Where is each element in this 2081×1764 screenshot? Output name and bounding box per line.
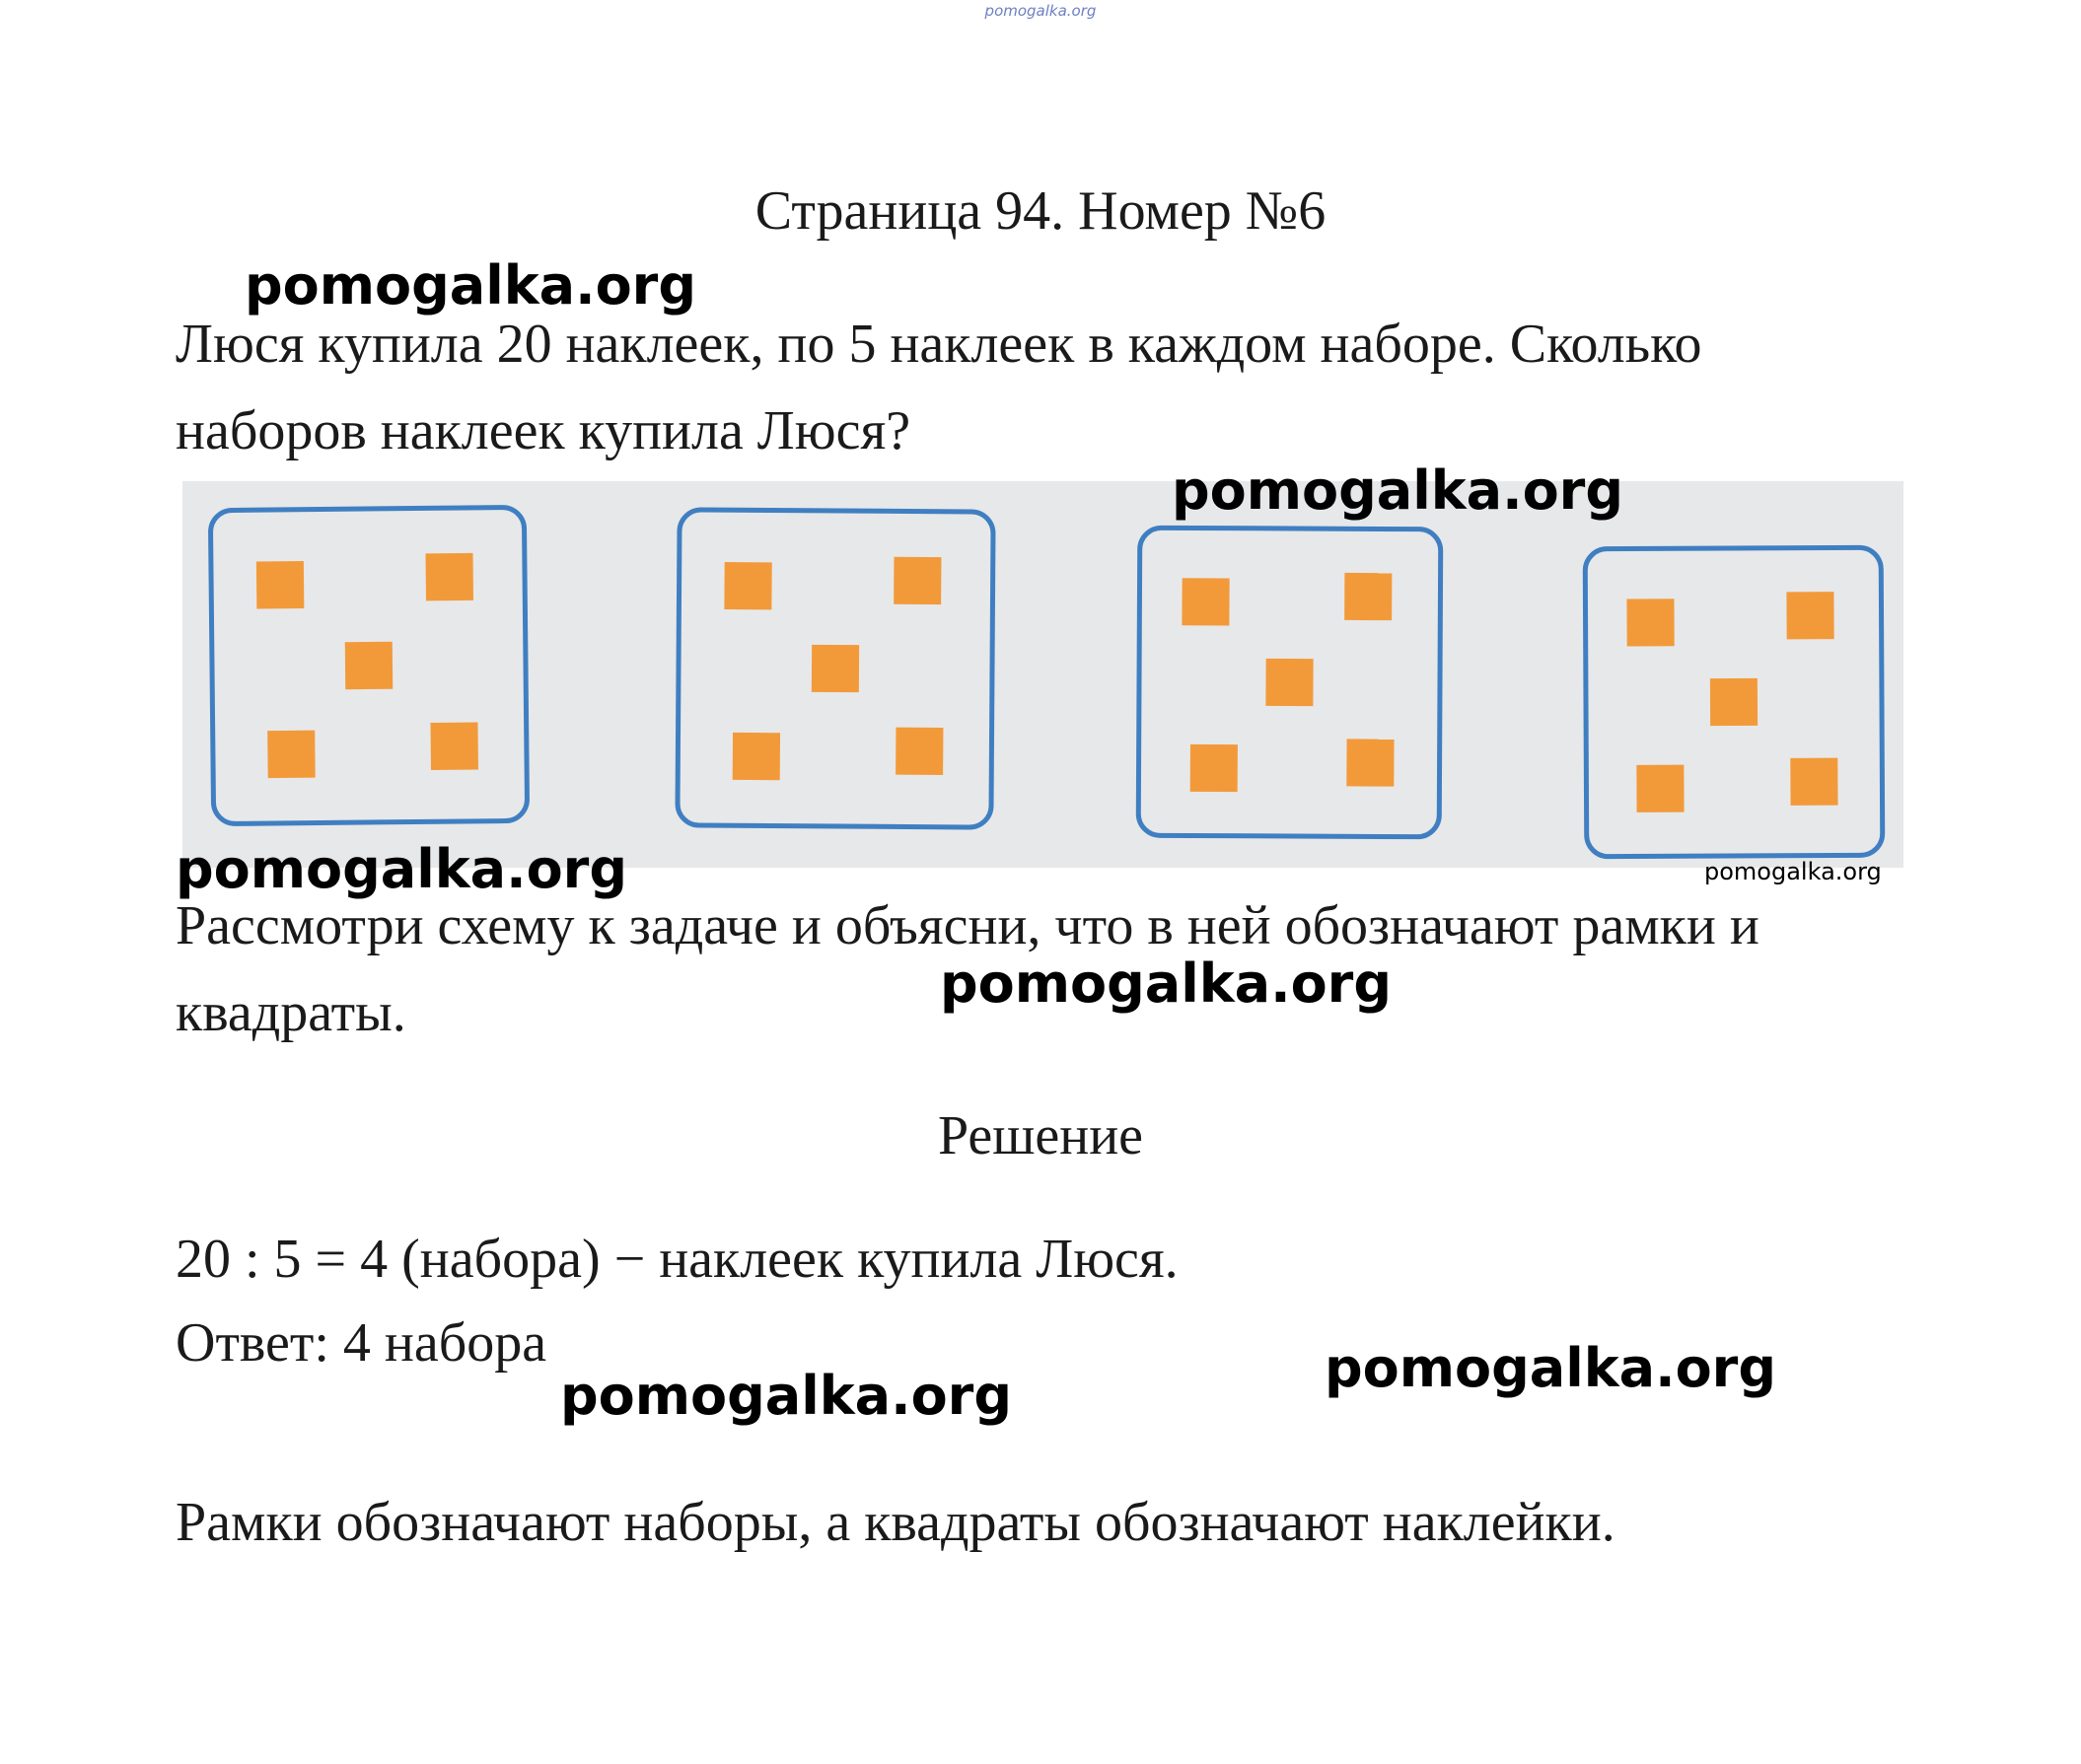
sticker-square	[1182, 578, 1229, 625]
solution-explanation: Рамки обозначают наборы, а квадраты обозначают наклейки.	[176, 1492, 1615, 1553]
problem-line-2: наборов наклеек купила Люся?	[176, 400, 911, 461]
watermark: pomogalka.org	[245, 254, 696, 317]
sticker-square	[256, 561, 305, 609]
set-frame-group	[1138, 528, 1441, 837]
watermark: pomogalka.org	[1172, 459, 1623, 522]
question-line-2: квадраты.	[176, 982, 406, 1043]
sticker-square	[724, 562, 771, 609]
sticker-square	[812, 645, 859, 692]
sticker-square	[1344, 573, 1392, 620]
sticker-square	[1710, 678, 1758, 726]
sticker-square	[1626, 599, 1674, 646]
solution-heading: Решение	[937, 1105, 1144, 1166]
set-frame-group	[1585, 547, 1883, 857]
sticker-square	[896, 728, 943, 775]
sticker-square	[1786, 592, 1833, 639]
scheme-drawing	[182, 481, 1903, 868]
problem-text	[176, 301, 1931, 474]
sticker-square	[1190, 744, 1238, 792]
question-line-1: Рассмотри схему к задаче и объясни, что в ней обозначают рамки и	[176, 895, 1759, 956]
set-frame-group	[210, 507, 527, 823]
sticker-square	[1265, 659, 1313, 706]
solution-answer: Ответ: 4 набора	[176, 1312, 547, 1374]
sticker-square	[1346, 739, 1394, 786]
sticker-square	[1790, 758, 1837, 806]
site-link[interactable]: pomogalka.org	[984, 2, 1097, 20]
sticker-square	[345, 642, 394, 690]
sticker-scheme	[182, 481, 1903, 868]
sticker-square	[733, 733, 780, 780]
sticker-square	[430, 723, 478, 771]
set-frame-group	[678, 510, 993, 827]
solution-equation: 20 : 5 = 4 (набора) − наклеек купила Люся.	[176, 1229, 1179, 1290]
sticker-square	[1636, 765, 1684, 812]
sticker-square	[425, 553, 473, 601]
watermark: pomogalka.org	[176, 838, 627, 900]
watermark: pomogalka.org	[940, 953, 1392, 1015]
watermark-small: pomogalka.org	[1704, 858, 1882, 885]
page-title: Страница 94. Номер №6	[754, 180, 1327, 242]
sticker-square	[267, 731, 316, 779]
watermark: pomogalka.org	[560, 1365, 1012, 1427]
watermark: pomogalka.org	[1325, 1337, 1776, 1399]
problem-line-1: Люся купила 20 наклеек, по 5 наклеек в каждом наборе. Сколько	[176, 314, 1702, 375]
sticker-square	[894, 557, 941, 604]
